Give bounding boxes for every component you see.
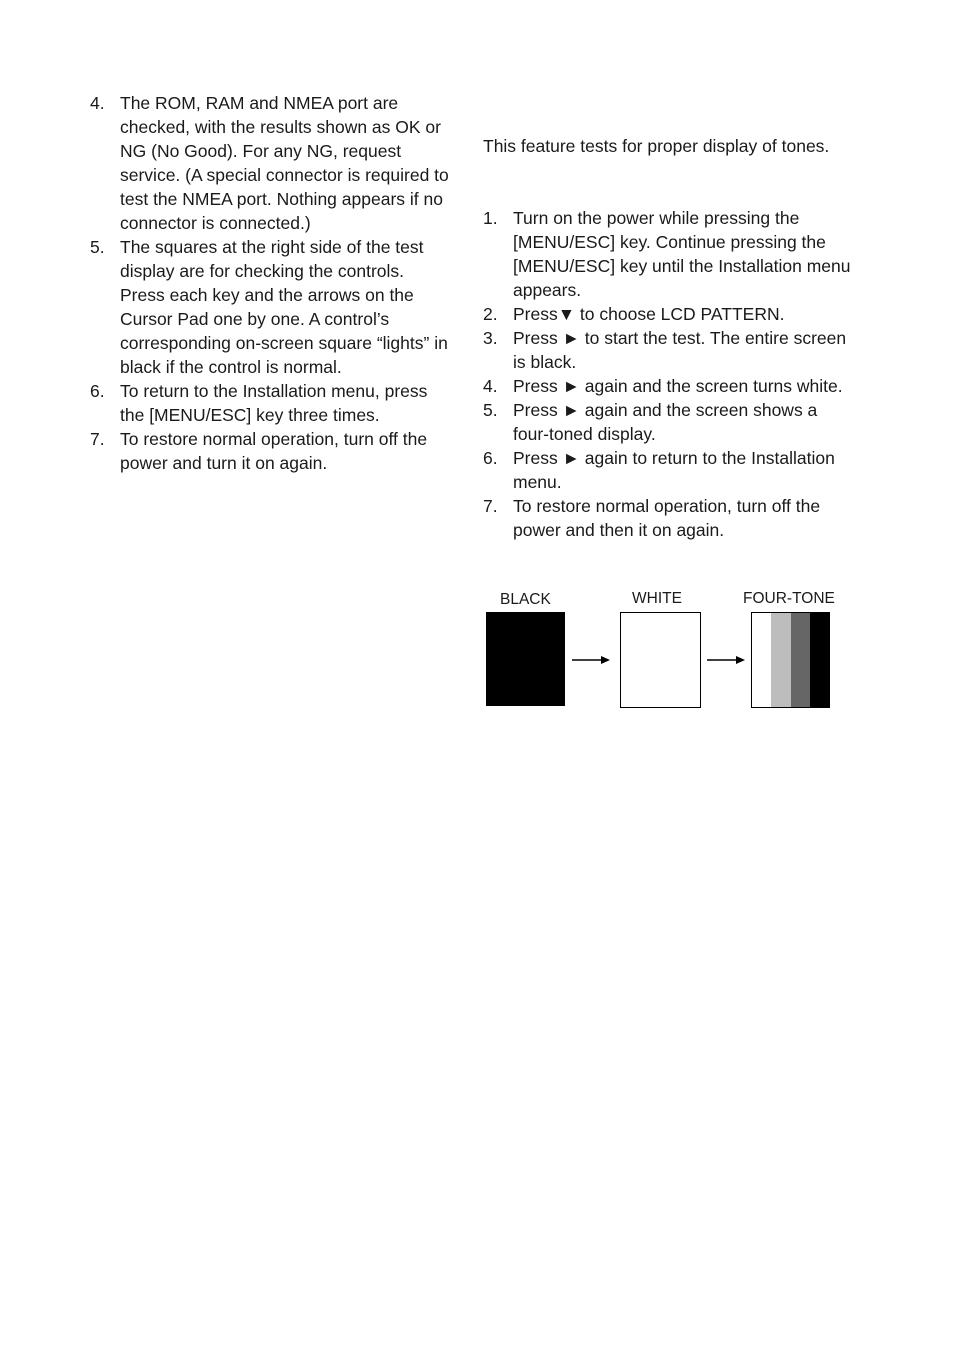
- label-white: WHITE: [632, 590, 682, 607]
- left-step-list: [90, 91, 452, 475]
- step-number: 7.: [90, 429, 105, 449]
- step-text: The squares at the right side of the test display are for checking the controls. Press each key and the arrows on the Cursor Pad one by one. A control’s corresponding on-screen square “lights” in black if the control is normal.: [120, 237, 448, 377]
- step-text: The ROM, RAM and NMEA port are checked, with the results shown as OK or NG (No Good). For any NG, request service. (A special connector is required to test the NMEA port. Nothing appears if no connector is connected.): [120, 93, 449, 233]
- intro-paragraph: This feature tests for proper display of tones.: [483, 136, 830, 156]
- list-item: [90, 379, 452, 427]
- list-item: [483, 398, 855, 446]
- list-item: [483, 302, 855, 326]
- list-item: [483, 446, 855, 494]
- step-text: Press ► again to return to the Installation menu.: [513, 448, 835, 492]
- list-item: [483, 326, 855, 374]
- step-text: Press ► again and the screen shows a four-toned display.: [513, 400, 818, 444]
- four-tone-screen: [751, 612, 830, 708]
- right-arrow-icon: [707, 654, 745, 666]
- label-black: BLACK: [500, 591, 551, 608]
- tone-band: [791, 613, 810, 707]
- step-text: Turn on the power while pressing the [MENU/ESC] key. Continue pressing the [MENU/ESC] key until the Installation menu appears.: [513, 208, 851, 300]
- step-text: To restore normal operation, turn off the power and turn it on again.: [120, 429, 428, 473]
- step-number: 5.: [90, 237, 105, 257]
- step-number: 3.: [483, 328, 498, 348]
- list-item: [483, 374, 855, 398]
- step-number: 1.: [483, 208, 498, 228]
- step-number: 6.: [90, 381, 105, 401]
- step-number: 4.: [483, 376, 498, 396]
- step-number: 4.: [90, 93, 105, 113]
- tone-band: [752, 613, 771, 707]
- step-number: 6.: [483, 448, 498, 468]
- step-number: 2.: [483, 304, 498, 324]
- tone-band: [771, 613, 790, 707]
- right-step-list: [483, 206, 855, 542]
- black-screen: [486, 612, 565, 706]
- step-text: Press ► to start the test. The entire screen is black.: [513, 328, 847, 372]
- list-item: [90, 91, 452, 235]
- list-item: [90, 427, 452, 475]
- list-item: [483, 494, 855, 542]
- tone-band: [810, 613, 829, 707]
- list-item: [90, 235, 452, 379]
- right-arrow-icon: [572, 654, 610, 666]
- label-four-tone: FOUR-TONE: [743, 590, 835, 607]
- white-screen: [620, 612, 701, 708]
- list-item: [483, 206, 855, 302]
- step-text: Press ► again and the screen turns white.: [513, 376, 843, 396]
- step-number: 7.: [483, 496, 498, 516]
- step-text: Press▼ to choose LCD PATTERN.: [513, 304, 785, 324]
- step-number: 5.: [483, 400, 498, 420]
- step-text: To return to the Installation menu, press the [MENU/ESC] key three times.: [120, 381, 428, 425]
- step-text: To restore normal operation, turn off the power and then it on again.: [513, 496, 821, 540]
